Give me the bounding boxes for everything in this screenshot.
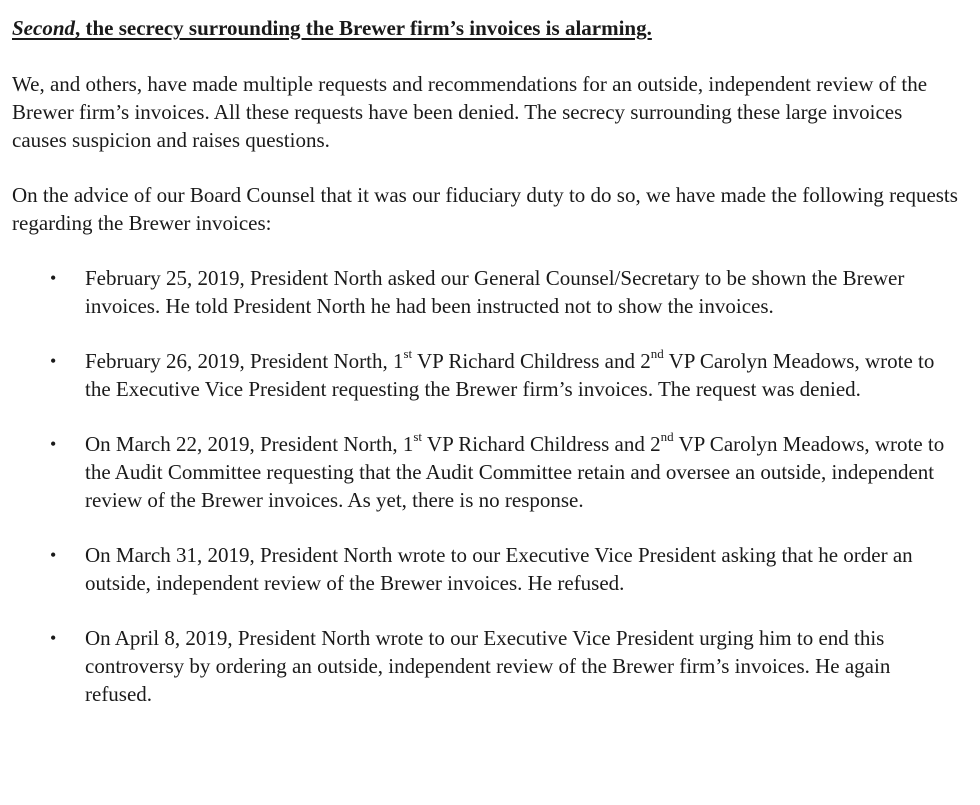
bullet-icon: •: [50, 434, 57, 454]
list-item-text: VP Carolyn Meadows, wrote to the Executive Vice President requesting the Brewer firm’s invoices. The request was denied.: [85, 349, 935, 401]
ordinal-suffix: st: [413, 429, 423, 444]
bullet-icon: •: [50, 268, 57, 288]
list-item: [12, 430, 962, 514]
paragraph-requests-denied: We, and others, have made multiple requests and recommendations for an outside, independent review of the Brewer firm’s invoices. All these requests have been denied. The secrecy surrounding these large invoices causes suspicion and raises questions.: [12, 72, 928, 152]
list-item: [12, 347, 962, 403]
list-item-text: On March 31, 2019, President North wrote to our Executive Vice President asking that he order an outside, independent review of the Brewer invoices. He refused.: [85, 543, 913, 595]
list-item: [12, 624, 962, 708]
heading-rest: , the secrecy surrounding the Brewer firm’s invoices is alarming.: [75, 16, 652, 40]
ordinal-suffix: st: [403, 346, 413, 361]
list-item-text: February 26, 2019, President North, 1: [85, 349, 404, 373]
section-heading: [12, 14, 962, 42]
list-item-text: VP Richard Childress and 2: [422, 432, 661, 456]
bullet-icon: •: [50, 628, 57, 648]
list-item-text: February 25, 2019, President North asked our General Counsel/Secretary to be shown the Brewer invoices. He told President North he had been instructed not to show the invoices.: [85, 266, 905, 318]
bullet-icon: •: [50, 351, 57, 371]
request-list: [12, 264, 962, 708]
list-item-text: On April 8, 2019, President North wrote to our Executive Vice President urging him to end this controversy by ordering an outside, independent review of the Brewer firm’s invoices. He again refused.: [85, 626, 891, 706]
list-item-text: On March 22, 2019, President North, 1: [85, 432, 414, 456]
heading-lead: Second: [12, 16, 75, 40]
list-item-text: VP Richard Childress and 2: [412, 349, 651, 373]
list-item-text: VP Carolyn Meadows, wrote to the Audit Committee requesting that the Audit Committee retain and oversee an outside, independent review of the Brewer invoices. As yet, there is no response.: [85, 432, 945, 512]
list-item: [12, 541, 962, 597]
document-page: [12, 10, 962, 735]
list-item: [12, 264, 962, 320]
paragraph-board-counsel: On the advice of our Board Counsel that it was our fiduciary duty to do so, we have made the following requests regarding the Brewer invoices:: [12, 183, 958, 235]
ordinal-suffix: nd: [660, 429, 674, 444]
bullet-icon: •: [50, 545, 57, 565]
ordinal-suffix: nd: [650, 346, 664, 361]
